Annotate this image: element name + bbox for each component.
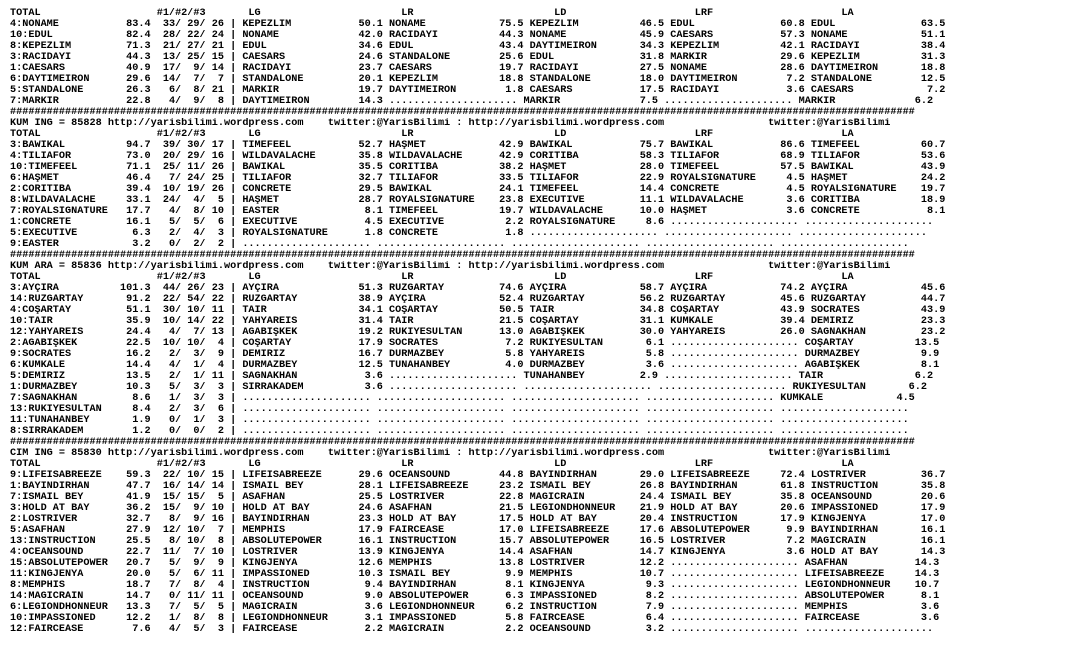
text-line: 14:RÜZGARTAY 91.2 22/ 54/ 22 | RÜZGARTAY 38.9 AYÇIRA 52.4 RÜZGARTAY 56.2 RÜZGARTAY 45.6 RÜZGARTAY 44.7 xyxy=(10,294,946,305)
text-line: 6:HAŞMET 46.4 7/ 24/ 25 | TILIAFOR 32.7 TILIAFOR 33.5 TILIAFOR 22.9 ROYALSIGNATURE 4.5 HAŞMET 24.2 xyxy=(10,173,946,184)
text-line: 8:KEPEZLİM 71.3 21/ 27/ 21 | EDUL 34.6 EDUL 43.4 DAYTIMEIRON 34.3 KEPEZLİM 42.1 RACİDAYI 38.4 xyxy=(10,41,946,52)
text-line: 7:ROYALSIGNATURE 17.7 4/ 8/ 10 | EASTER 8.1 TIMEFEEL 19.7 WILDAVALACHE 10.0 HAŞMET 3.6 CONCRETE 8.1 xyxy=(10,206,946,217)
text-line: CIM ING = 85830 http://yarisbilimi.wordpress.com twitter:@YarisBilimi : http://yarisbilimi.wordpress.com twitter:@YarisBilimi xyxy=(10,448,891,459)
text-line: 3:BAWIKAL 94.7 39/ 30/ 17 | TIMEFEEL 52.7 HAŞMET 42.9 BAWIKAL 75.7 BAWIKAL 86.6 TIMEFEEL 60.7 xyxy=(10,140,946,151)
text-line: 6:KUMKALE 14.4 4/ 1/ 4 | DURMAZBEY 12.5 TUNAHANBEY 4.0 DURMAZBEY 3.6 ..................... AĞABİŞKEK 8.1 xyxy=(10,360,940,371)
text-line: 9:LIFEISABREEZE 59.3 22/ 10/ 15 | LIFEISABREEZE 29.6 OCEANSOUND 44.8 BAYINDIRHAN 29.0 LIFEISABREEZE 72.4 LOSTRIVER 36.7 xyxy=(10,470,946,481)
text-line: 1:DURMAZBEY 10.3 5/ 3/ 3 | SIRRAKADEM 3.6 ..................... ..................... ..................... RUKIYESULTAN 6.2 xyxy=(10,382,928,393)
text-line: 10:EDUL 82.4 28/ 22/ 24 | NONAME 42.0 RACİDAYI 44.3 NONAME 45.9 CAESARS 57.3 NONAME 51.1 xyxy=(10,30,946,41)
text-line: 12:YAHYAREİS 24.4 4/ 7/ 13 | AĞABİŞKEK 19.2 RUKIYESULTAN 13.0 AĞABİŞKEK 30.0 YAHYAREİS 26.0 SAĞNAKHAN 23.2 xyxy=(10,327,946,338)
text-line: 9:EASTER 3.2 0/ 2/ 2 | ..................... ..................... ..................... ..................... ..................... xyxy=(10,239,909,250)
text-line: TOTAL #1/#2/#3 LG LR LD LRF LA xyxy=(10,8,854,19)
text-line: 8:MEMPHIS 18.7 7/ 8/ 4 | INSTRUCTION 9.4 BAYINDIRHAN 8.1 KINGJENYA 9.3 ..................... LEGIONDHONNEUR 10.7 xyxy=(10,580,940,591)
text-line: 14:MAGICRAIN 14.7 0/ 11/ 11 | OCEANSOUND 9.0 ABSOLUTEPOWER 6.3 IMPASSIONED 8.2 ..................... ABSOLUTEPOWER 8.1 xyxy=(10,591,940,602)
text-line: TOTAL #1/#2/#3 LG LR LD LRF LA xyxy=(10,272,854,283)
text-line: 2:CORİTIBA 39.4 10/ 19/ 26 | CONCRETE 29.5 BAWIKAL 24.1 TIMEFEEL 14.4 CONCRETE 4.5 ROYALSIGNATURE 19.7 xyxy=(10,184,946,195)
text-line: 1:BAYINDIRHAN 47.7 16/ 14/ 14 | İSMAİL BEY 28.1 LIFEISABREEZE 23.2 İSMAİL BEY 26.8 BAYINDIRHAN 61.8 INSTRUCTION 35.8 xyxy=(10,481,946,492)
text-line: 11:KINGJENYA 20.0 5/ 6/ 11 | IMPASSIONED 10.3 İSMAİL BEY 9.9 MEMPHIS 10.7 ..................... LIFEISABREEZE 14.3 xyxy=(10,569,940,580)
text-line: 4:NONAME 83.4 33/ 29/ 26 | KEPEZLİM 50.1 NONAME 75.5 KEPEZLİM 46.5 EDUL 60.8 EDUL 63.5 xyxy=(10,19,946,30)
text-line: 5:ASAFHAN 27.9 12/ 10/ 7 | MEMPHIS 17.9 FAIRCEASE 17.0 LIFEISABREEZE 17.6 ABSOLUTEPOWER 9.9 BAYINDIRHAN 16.1 xyxy=(10,525,946,536)
text-line: 13:RUKIYESULTAN 8.4 2/ 3/ 6 | ..................... ..................... ..................... ..................... ..................... xyxy=(10,404,909,415)
text-line: 4:TILIAFOR 73.0 20/ 29/ 16 | WILDAVALACHE 35.8 WILDAVALACHE 42.9 CORITIBA 58.3 TILIAFOR 68.9 TILIAFOR 53.6 xyxy=(10,151,946,162)
text-line: 6:LEGIONDHONNEUR 13.3 7/ 5/ 5 | MAGICRAIN 3.6 LEGIONDHONNEUR 6.2 INSTRUCTION 7.9 ..................... MEMPHIS 3.6 xyxy=(10,602,940,613)
text-line: 3:HOLD AT BAY 36.2 15/ 9/ 10 | HOLD AT BAY 24.6 ASAFHAN 21.5 LEGIONDHONNEUR 21.9 HOLD AT BAY 20.6 IMPASSIONED 17.9 xyxy=(10,503,946,514)
text-line: 4:COŞARTAY 51.1 30/ 10/ 11 | TAİR 34.1 COŞARTAY 50.5 TAİR 34.8 COŞARTAY 43.9 SOCRATES 43.9 xyxy=(10,305,946,316)
text-line: 7:MARKIR 22.8 4/ 9/ 8 | DAYTIMEIRON 14.3 ..................... MARKIR 7.5 ..................... MARKIR 6.2 xyxy=(10,96,934,107)
text-line: 8:SIRRAKADEM 1.2 0/ 0/ 2 | ..................... ..................... ..................... ..................... ..................... xyxy=(10,426,909,437)
text-line: 5:DEMİRİZ 13.5 2/ 1/ 11 | SAĞNAKHAN 3.6 ..................... TUNAHANBEY 2.9 ..................... TAİR 6.2 xyxy=(10,371,934,382)
text-line: KUM ING = 85828 http://yarisbilimi.wordpress.com twitter:@YarisBilimi : http://yarisbilimi.wordpress.com twitter:@YarisBilimi xyxy=(10,118,891,129)
text-line: 5:STANDALONE 26.3 6/ 8/ 21 | MARKIR 19.7 DAYTIMEIRON 1.8 CAESARS 17.5 RACİDAYI 3.6 CAESARS 7.2 xyxy=(10,85,946,96)
text-line: 15:ABSOLUTEPOWER 20.7 5/ 9/ 9 | KINGJENYA 12.6 MEMPHIS 13.8 LOSTRIVER 12.2 ..................... ASAFHAN 14.3 xyxy=(10,558,940,569)
text-line: 7:SAĞNAKHAN 8.6 1/ 3/ 3 | ..................... ..................... ..................... ..................... KUMKALE 4.5 xyxy=(10,393,915,404)
text-line: 8:WILDAVALACHE 33.1 24/ 4/ 5 | HAŞMET 28.7 ROYALSIGNATURE 23.8 EXECUTIVE 11.1 WILDAVALACHE 3.6 CORITIBA 18.9 xyxy=(10,195,946,206)
text-line: 11:TUNAHANBEY 1.9 0/ 1/ 3 | ..................... ..................... ..................... ..................... ..................... xyxy=(10,415,909,426)
text-line: #################################################################################################################################################### xyxy=(10,437,915,448)
text-line: 3:RACİDAYI 44.3 13/ 25/ 15 | CAESARS 24.6 STANDALONE 25.6 EDUL 31.8 MARKIR 29.6 KEPEZLİM 31.3 xyxy=(10,52,946,63)
text-line: #################################################################################################################################################### xyxy=(10,107,915,118)
text-line: #################################################################################################################################################### xyxy=(10,250,915,261)
text-line: 6:DAYTIMEIRON 29.6 14/ 7/ 7 | STANDALONE 20.1 KEPEZLİM 18.8 STANDALONE 18.0 DAYTIMEIRON 7.2 STANDALONE 12.5 xyxy=(10,74,946,85)
text-line: 10:TAİR 35.9 10/ 14/ 22 | YAHYAREİS 31.4 TAİR 21.5 COŞARTAY 31.1 KUMKALE 39.4 DEMİRİZ 23.3 xyxy=(10,316,946,327)
text-line: TOTAL #1/#2/#3 LG LR LD LRF LA xyxy=(10,459,854,470)
text-line: 5:EXECUTIVE 6.3 2/ 4/ 3 | ROYALSIGNATURE 1.8 CONCRETE 1.8 ..................... ..................... ..................... xyxy=(10,228,928,239)
text-line: 1:CAESARS 40.9 17/ 9/ 14 | RACİDAYI 23.7 CAESARS 19.7 RACİDAYI 27.5 NONAME 28.6 DAYTIMEIRON 18.8 xyxy=(10,63,946,74)
text-line: KUM ARA = 85836 http://yarisbilimi.wordpress.com twitter:@YarisBilimi : http://yarisbilimi.wordpress.com twitter:@YarisBilimi xyxy=(10,261,891,272)
text-line: 2:LOSTRIVER 32.7 8/ 9/ 16 | BAYINDIRHAN 23.3 HOLD AT BAY 17.5 HOLD AT BAY 20.4 INSTRUCTION 17.9 KINGJENYA 17.0 xyxy=(10,514,946,525)
text-line: 7:İSMAİL BEY 41.9 15/ 15/ 5 | ASAFHAN 25.5 LOSTRIVER 22.8 MAGICRAIN 24.4 İSMAİL BEY 35.8 OCEANSOUND 20.6 xyxy=(10,492,946,503)
text-line: 4:OCEANSOUND 22.7 11/ 7/ 10 | LOSTRIVER 13.9 KINGJENYA 14.4 ASAFHAN 14.7 KINGJENYA 3.6 HOLD AT BAY 14.3 xyxy=(10,547,946,558)
text-line: 3:AYÇIRA 101.3 44/ 26/ 23 | AYÇIRA 51.3 RÜZGARTAY 74.6 AYÇIRA 58.7 AYÇIRA 74.2 AYÇIRA 45.6 xyxy=(10,283,946,294)
text-line: 10:TIMEFEEL 71.1 25/ 11/ 26 | BAWIKAL 35.5 CORITIBA 38.2 HAŞMET 28.0 TIMEFEEL 57.5 BAWIKAL 43.9 xyxy=(10,162,946,173)
text-line: 12:FAIRCEASE 7.6 4/ 5/ 3 | FAIRCEASE 2.2 MAGICRAIN 2.2 OCEANSOUND 3.2 ..................... ..................... xyxy=(10,624,934,635)
text-line: 10:IMPASSIONED 12.2 1/ 8/ 8 | LEGIONDHONNEUR 3.1 IMPASSIONED 5.8 FAIRCEASE 6.4 ..................... FAIRCEASE 3.6 xyxy=(10,613,940,624)
text-line: 2:AĞABİŞKEK 22.5 10/ 10/ 4 | COŞARTAY 17.9 SOCRATES 7.2 RUKIYESULTAN 6.1 ..................... COŞARTAY 13.5 xyxy=(10,338,940,349)
text-line: 9:SOCRATES 16.2 2/ 3/ 9 | DEMİRİZ 16.7 DURMAZBEY 5.8 YAHYAREİS 5.8 ..................... DURMAZBEY 9.9 xyxy=(10,349,940,360)
text-line: 13:INSTRUCTION 25.5 8/ 10/ 8 | ABSOLUTEPOWER 16.1 INSTRUCTION 15.7 ABSOLUTEPOWER 16.5 LOSTRIVER 7.2 MAGICRAIN 16.1 xyxy=(10,536,946,547)
text-line: TOTAL #1/#2/#3 LG LR LD LRF LA xyxy=(10,129,854,140)
text-line: 1:CONCRETE 16.1 5/ 5/ 6 | EXECUTIVE 4.5 EXECUTIVE 2.2 ROYALSIGNATURE 8.6 ..................... ..................... xyxy=(10,217,934,228)
